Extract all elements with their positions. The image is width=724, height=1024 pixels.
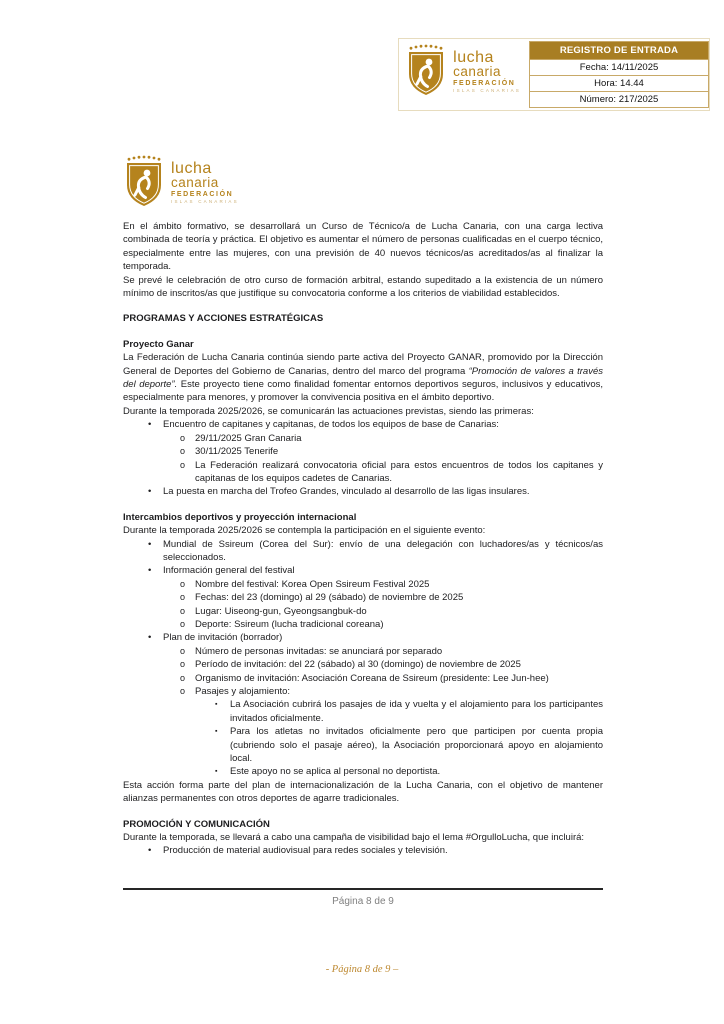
list-item [123,618,603,631]
bullet-marker: • [148,845,152,857]
bullet-marker: ▪ [215,728,218,736]
federation-wordmark [453,51,521,94]
brand-line2: canaria [171,175,219,190]
stamp-row: Hora: 14.44 [529,76,709,92]
document-content [123,152,603,858]
brand-line1: lucha [453,49,494,66]
bullet-marker: o [180,432,186,443]
bullet-marker: ▪ [215,768,218,776]
brand-line4: ISLAS CANARIAS [453,88,521,93]
bullet-marker: o [180,672,186,683]
list-item-text: Encuentro de capitanes y capitanas, de todos los equipos de base de Canarias: [163,419,499,431]
list-item-text: La Asociación cubrirá los pasajes de ida y vuelta y el alojamiento para los participantes invitados oficialmente. [230,699,603,724]
stamp-row: Número: 217/2025 [529,92,709,108]
list-item-text: Organismo de invitación: Asociación Coreana de Ssireum (presidente: Lee Jun-hee) [195,672,549,684]
list-item [123,591,603,604]
document-logo [123,152,603,210]
list-item [123,432,603,445]
brand-line2: canaria [453,64,501,79]
stamp-row: Fecha: 14/11/2025 [529,60,709,76]
bullet-marker: o [180,618,186,629]
list-item-text: Plan de invitación (borrador) [163,632,283,644]
bullet-marker: ▪ [215,701,218,709]
paragraph [123,351,603,405]
list-item [123,645,603,658]
list-item-text: Producción de material audiovisual para redes sociales y televisión. [163,845,448,857]
list-item [123,418,603,431]
bullet-marker: o [180,686,186,696]
list-item-text: Este apoyo no se aplica al personal no deportista. [230,766,441,778]
brand-line3: FEDERACIÓN [453,80,516,87]
list-item-text: La Federación realizará convocatoria oficial para estos encuentros de todos los capitanes y capitanas de los equipos cadetes de Canarias. [195,459,603,484]
list-item-text: La puesta en marcha del Trofeo Grandes, vinculado al desarrollo de las ligas insulares. [163,486,530,498]
paragraph: En el ámbito formativo, se desarrollará un Curso de Técnico/a de Lucha Canaria, con una carga lectiva combinada de teoría y práctica. El objetivo es aumentar el número de personas cualificadas en el cuerpo técnico, especialmente entre las mujeres, con una previsión de 40 nuevos técnicos/as acreditados/as al finalizar la temporada. [123,221,603,273]
list-item [123,698,603,725]
bullet-marker: o [180,446,186,457]
list-item-text: 30/11/2025 Tenerife [195,446,279,458]
section-heading: PROMOCIÓN Y COMUNICACIÓN [123,818,270,830]
gold-page-number: - Página 8 de 9 – [325,964,399,975]
section-heading: Proyecto Ganar [123,338,194,350]
list-item-text: Período de invitación: del 22 (sábado) al 30 (domingo) de noviembre de 2025 [195,659,521,671]
list-item [123,605,603,618]
paragraph: Durante la temporada, se llevará a cabo una campaña de visibilidad bajo el lema #OrgulloLucha, que incluirá: [123,832,585,844]
registry-stamp [398,38,710,111]
list-item-text: Mundial de Ssireum (Corea del Sur): envío de una delegación con luchadores/as y técnicos/as seleccionados. [163,538,603,563]
list-item-text: Fechas: del 23 (domingo) al 29 (sábado) de noviembre de 2025 [195,592,464,604]
federation-shield-icon [123,152,165,210]
list-item-text: Para los atletas no invitados oficialmente pero que participen por cuenta propia (cubriendo solo el pasaje aéreo), la Asociación proporcionará apoyo en alojamiento local. [230,726,603,765]
list-item [123,725,603,765]
list-item [123,672,603,685]
list-item [123,844,603,857]
bullet-marker: o [180,592,186,603]
bullet-marker: o [180,578,186,589]
bullet-marker: o [180,659,186,670]
stamp-rows [529,60,709,108]
footer-page-number: Página 8 de 9 [332,896,394,907]
list-item-text: Deporte: Ssireum (lucha tradicional coreana) [195,618,384,630]
list-item-text: Pasajes y alojamiento: [195,686,291,697]
list-item [123,459,603,486]
list-item-text: Lugar: Uiseong-gun, Gyeongsangbuk-do [195,605,367,617]
bullet-marker: • [148,419,152,431]
list-item-text: Información general del festival [163,565,295,577]
list-item [123,685,603,698]
text-run: Este proyecto tiene como finalidad fomentar entornos deportivos seguros, inclusivos y educativos, especialmente para menores, y promover la convivencia positiva en el ámbito deportivo. [123,379,603,404]
brand-line1: lucha [171,160,212,177]
list-item [123,765,603,778]
paragraph: Durante la temporada 2025/2026, se comunicarán las actuaciones previstas, siendo las primeras: [123,405,534,417]
bullet-marker: • [148,565,152,577]
federation-wordmark [171,162,239,205]
list-item [123,631,603,644]
text-run: La Federación de Lucha Canaria continúa siendo parte activa del Proyecto GANAR, promovido por la Dirección General de Deportes del Gobierno de Canarias, dentro del marco del programa [123,352,603,377]
bullet-marker: o [180,459,186,470]
registry-stamp-table [529,41,709,108]
italic-text: “Promoción de valores a través del deporte”. [123,365,603,391]
list-item-text: Nombre del festival: Korea Open Ssireum Festival 2025 [195,578,430,590]
paragraph: Se prevé le celebración de otro curso de formación arbitral, estando supeditado a la existencia de un número mínimo de inscritos/as que justifique su convocatoria conforme a los criterios de viabilidad establecidos. [123,274,603,300]
bullet-marker: • [148,486,152,498]
footer-rule [123,888,603,890]
list-item [123,485,603,498]
list-item-text: 29/11/2025 Gran Canaria [195,432,302,444]
bullet-marker: o [180,605,186,616]
list-item [123,538,603,565]
bullet-marker: • [148,538,152,550]
federation-shield-icon [405,41,447,99]
section-heading: Intercambios deportivos y proyección internacional [123,511,357,523]
document-blocks [123,220,603,858]
list-item [123,658,603,671]
list-item-text: Número de personas invitadas: se anunciará por separado [195,645,443,657]
paragraph: Esta acción forma parte del plan de internacionalización de la Lucha Canaria, con el objetivo de mantener alianzas permanentes con otros deportes de agarre tradicionales. [123,779,603,805]
federation-logo [405,41,521,108]
bullet-marker: • [148,632,152,644]
list-item [123,445,603,458]
stamp-title: REGISTRO DE ENTRADA [529,41,709,60]
section-heading: PROGRAMAS Y ACCIONES ESTRATÉGICAS [123,313,324,325]
bullet-marker: o [180,645,186,656]
list-item [123,578,603,591]
brand-line4: ISLAS CANARIAS [171,199,239,204]
list-item [123,564,603,577]
brand-line3: FEDERACIÓN [171,191,234,198]
paragraph: Durante la temporada 2025/2026 se contempla la participación en el siguiente evento: [123,525,486,537]
